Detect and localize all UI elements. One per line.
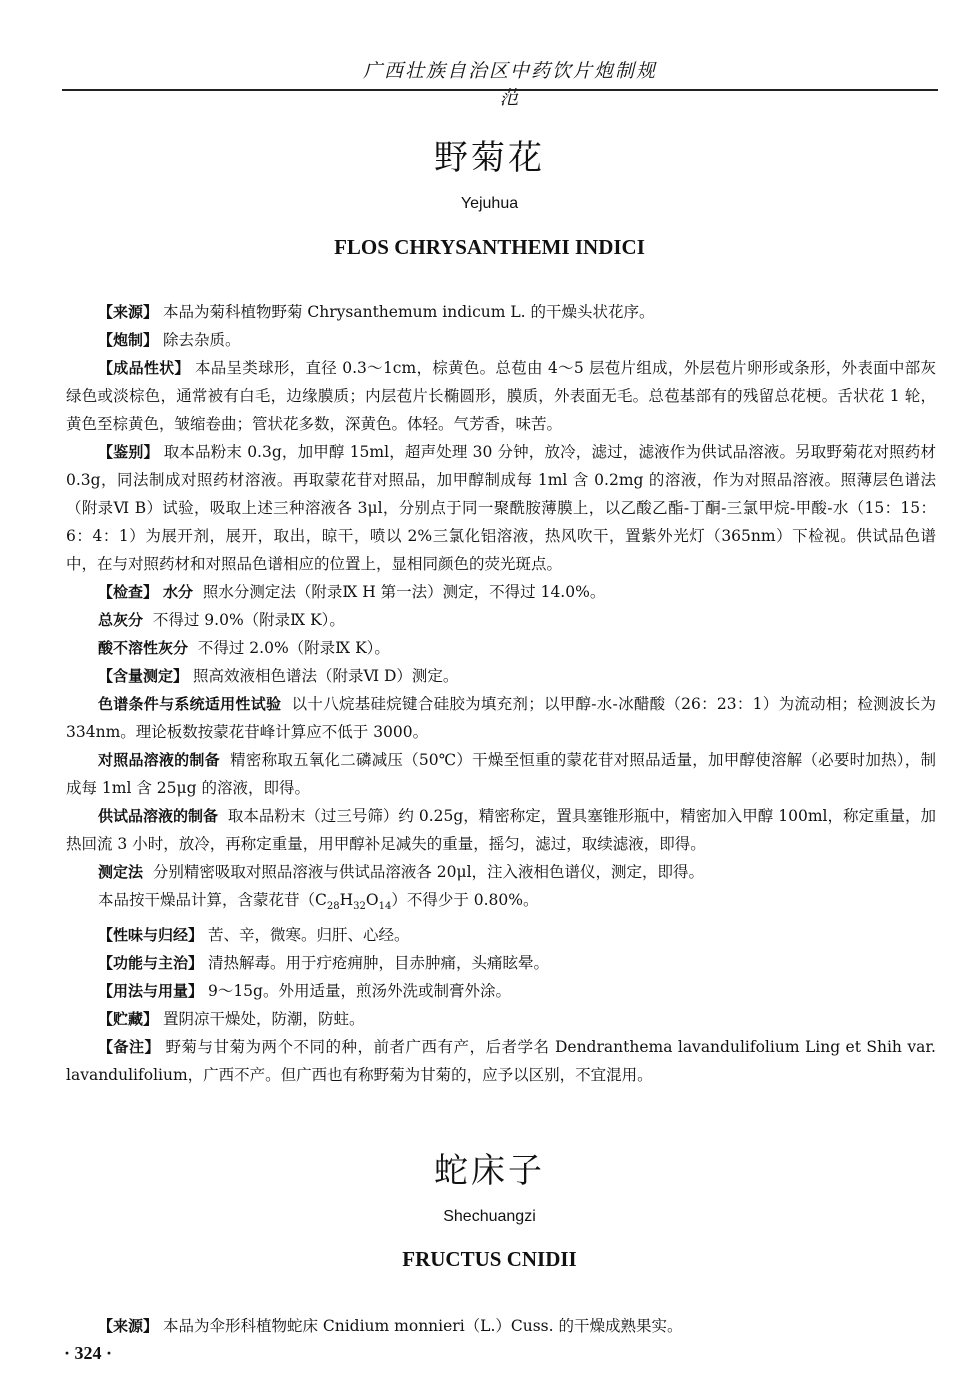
section-text: 本品为伞形科植物蛇床 Cnidium monnieri（L.）Cuss. 的干燥成熟果实。 [162, 1317, 683, 1335]
section-text: 本品呈类球形，直径 0.3～1cm，棕黄色。总苞由 4～5 层苞片组成，外层苞片卵形或条形，外表面中部灰绿色或淡棕色，通常被有白毛，边缘膜质；内层苞片长椭圆形，膜质，外表面无毛。总苞基部有的残留总花梗。舌状花 1 轮，黄色至棕黄色，皱缩卷曲；管状花多数，深黄色。体轻。气芳香，味苦。 [66, 359, 936, 433]
function-section [66, 949, 936, 977]
section-text: 不得过 2.0%（附录Ⅸ K）。 [197, 639, 390, 657]
entry-body [66, 298, 936, 1089]
check-section [66, 578, 936, 606]
reference-solution-section [66, 746, 936, 802]
entry-title: 野菊花 [434, 138, 545, 178]
storage-section [66, 1005, 936, 1033]
running-header: 广西壮族自治区中药饮片炮制规范 [362, 60, 657, 109]
assay-section [66, 662, 936, 690]
section-label: 【性味与归经】 [98, 926, 204, 945]
process-section [66, 326, 936, 354]
entry-latin-name: FLOS CHRYSANTHEMI INDICI [334, 235, 645, 259]
formula-subscript: 32 [353, 901, 366, 913]
section-text: 照水分测定法（附录Ⅸ H 第一法）测定，不得过 14.0%。 [202, 583, 606, 601]
section-label: 【含量测定】 [98, 667, 189, 685]
section-label: 【鉴别】 [98, 443, 159, 461]
source-section [66, 1312, 936, 1340]
section-text: 野菊与甘菊为两个不同的种，前者广西有产，后者学名 Dendranthema lavandulifolium Ling et Shih var. lavandulifolium，广西不产。但广西也有称野菊为甘菊的，应予以区别，不宜混用。 [66, 1038, 936, 1085]
section-label: 【备注】 [98, 1038, 161, 1057]
taste-section [66, 921, 936, 949]
section-text: 照高效液相色谱法（附录Ⅵ D）测定。 [192, 667, 459, 685]
section-label: 【用法与用量】 [98, 982, 204, 1001]
acid-ash-section [66, 634, 936, 662]
section-text: 苦、辛，微寒。归肝、心经。 [207, 926, 410, 945]
entry-pinyin: Shechuangzi [443, 1208, 536, 1225]
subsection-label: 供试品溶液的制备 [98, 807, 219, 825]
entry-title: 蛇床子 [434, 1151, 545, 1191]
section-text: 精密称取五氧化二磷减压（50℃）干燥至恒重的蒙花苷对照品适量，加甲醇使溶解（必要时加热），制成每 1ml 含 25μg 的溶液，即得。 [66, 751, 936, 797]
subsection-label: 水分 [162, 583, 193, 601]
usage-section [66, 977, 936, 1005]
section-text: 置阴凉干燥处，防潮，防蛀。 [162, 1010, 365, 1029]
section-text: 本品按干燥品计算，含蒙花苷（C [98, 891, 327, 909]
section-text: 取本品粉末 0.3g，加甲醇 15ml，超声处理 30 分钟，放冷，滤过，滤液作为供试品溶液。另取野菊花对照药材 0.3g，同法制成对照药材溶液。再取蒙花苷对照品，加甲醇制成每 1ml 含 0.2mg 的溶液，作为对照品溶液。照薄层色谱法（附录Ⅵ B）试验，吸取上述三种溶液各 3μl，分别点于同一聚酰胺薄膜上，以乙酸乙酯-丁酮-三氯甲烷-甲酸-水（15：15：6：4：1）为展开剂，展开，取出，晾干，喷以 2%三氯化铝溶液，热风吹干，置紫外光灯（365nm）下检视。供试品色谱中，在与对照药材和对照品色谱相应的位置上，显相同颜色的荧光斑点。 [66, 443, 936, 573]
identification-section [66, 438, 936, 578]
formula-subscript: 14 [378, 901, 392, 913]
entry-body [66, 1312, 936, 1340]
section-label: 【炮制】 [98, 331, 159, 349]
formula-element: O [365, 891, 379, 909]
method-section [66, 858, 936, 886]
section-text: 取本品粉末（过三号筛）约 0.25g，精密称定，置具塞锥形瓶中，精密加入甲醇 100ml，称定重量，加热回流 3 小时，放冷，再称定重量，用甲醇补足减失的重量，摇匀，滤过，取续滤液，即得。 [66, 807, 936, 853]
section-label: 【功能与主治】 [98, 954, 204, 973]
entry-latin-name: FRUCTUS CNIDII [402, 1247, 577, 1271]
property-section [66, 354, 936, 438]
section-text: 以十八烷基硅烷键合硅胶为填充剂；以甲醇-水-冰醋酸（26：23：1）为流动相；检测波长为 334nm。理论板数按蒙花苷峰计算应不低于 3000。 [66, 695, 936, 741]
formula-subscript: 28 [326, 901, 340, 913]
section-label: 【成品性状】 [98, 359, 190, 377]
subsection-label: 总灰分 [98, 611, 144, 629]
note-section [66, 1033, 936, 1089]
page-number: · 324 · [64, 1343, 113, 1363]
chromatography-section [66, 690, 936, 746]
source-section [66, 298, 936, 326]
section-text: 不得过 9.0%（附录Ⅸ K）。 [152, 611, 345, 629]
subsection-label: 酸不溶性灰分 [98, 639, 189, 657]
total-ash-section [66, 606, 936, 634]
section-text: 本品为菊科植物野菊 Chrysanthemum indicum L. 的干燥头状花序。 [162, 303, 655, 321]
content-limit-section [66, 886, 936, 921]
subsection-label: 测定法 [98, 863, 144, 881]
subsection-label: 色谱条件与系统适用性试验 [98, 695, 282, 713]
section-text: 9～15g。外用适量，煎汤外洗或制膏外涂。 [207, 982, 511, 1001]
header-rule [62, 89, 938, 91]
section-text: 分别精密吸取对照品溶液与供试品溶液各 20μl，注入液相色谱仪，测定，即得。 [152, 863, 705, 881]
section-label: 【贮藏】 [98, 1010, 159, 1029]
section-label: 【来源】 [98, 303, 159, 321]
section-text: 清热解毒。用于疔疮痈肿，目赤肿痛，头痛眩晕。 [207, 954, 549, 973]
test-solution-section [66, 802, 936, 858]
formula-element: H [339, 891, 354, 909]
section-text: ）不得少于 0.80%。 [391, 891, 539, 909]
entry-pinyin: Yejuhua [460, 195, 519, 212]
section-text: 除去杂质。 [162, 331, 241, 349]
section-label: 【检查】 [98, 583, 159, 601]
section-label: 【来源】 [98, 1317, 159, 1335]
subsection-label: 对照品溶液的制备 [98, 751, 220, 769]
